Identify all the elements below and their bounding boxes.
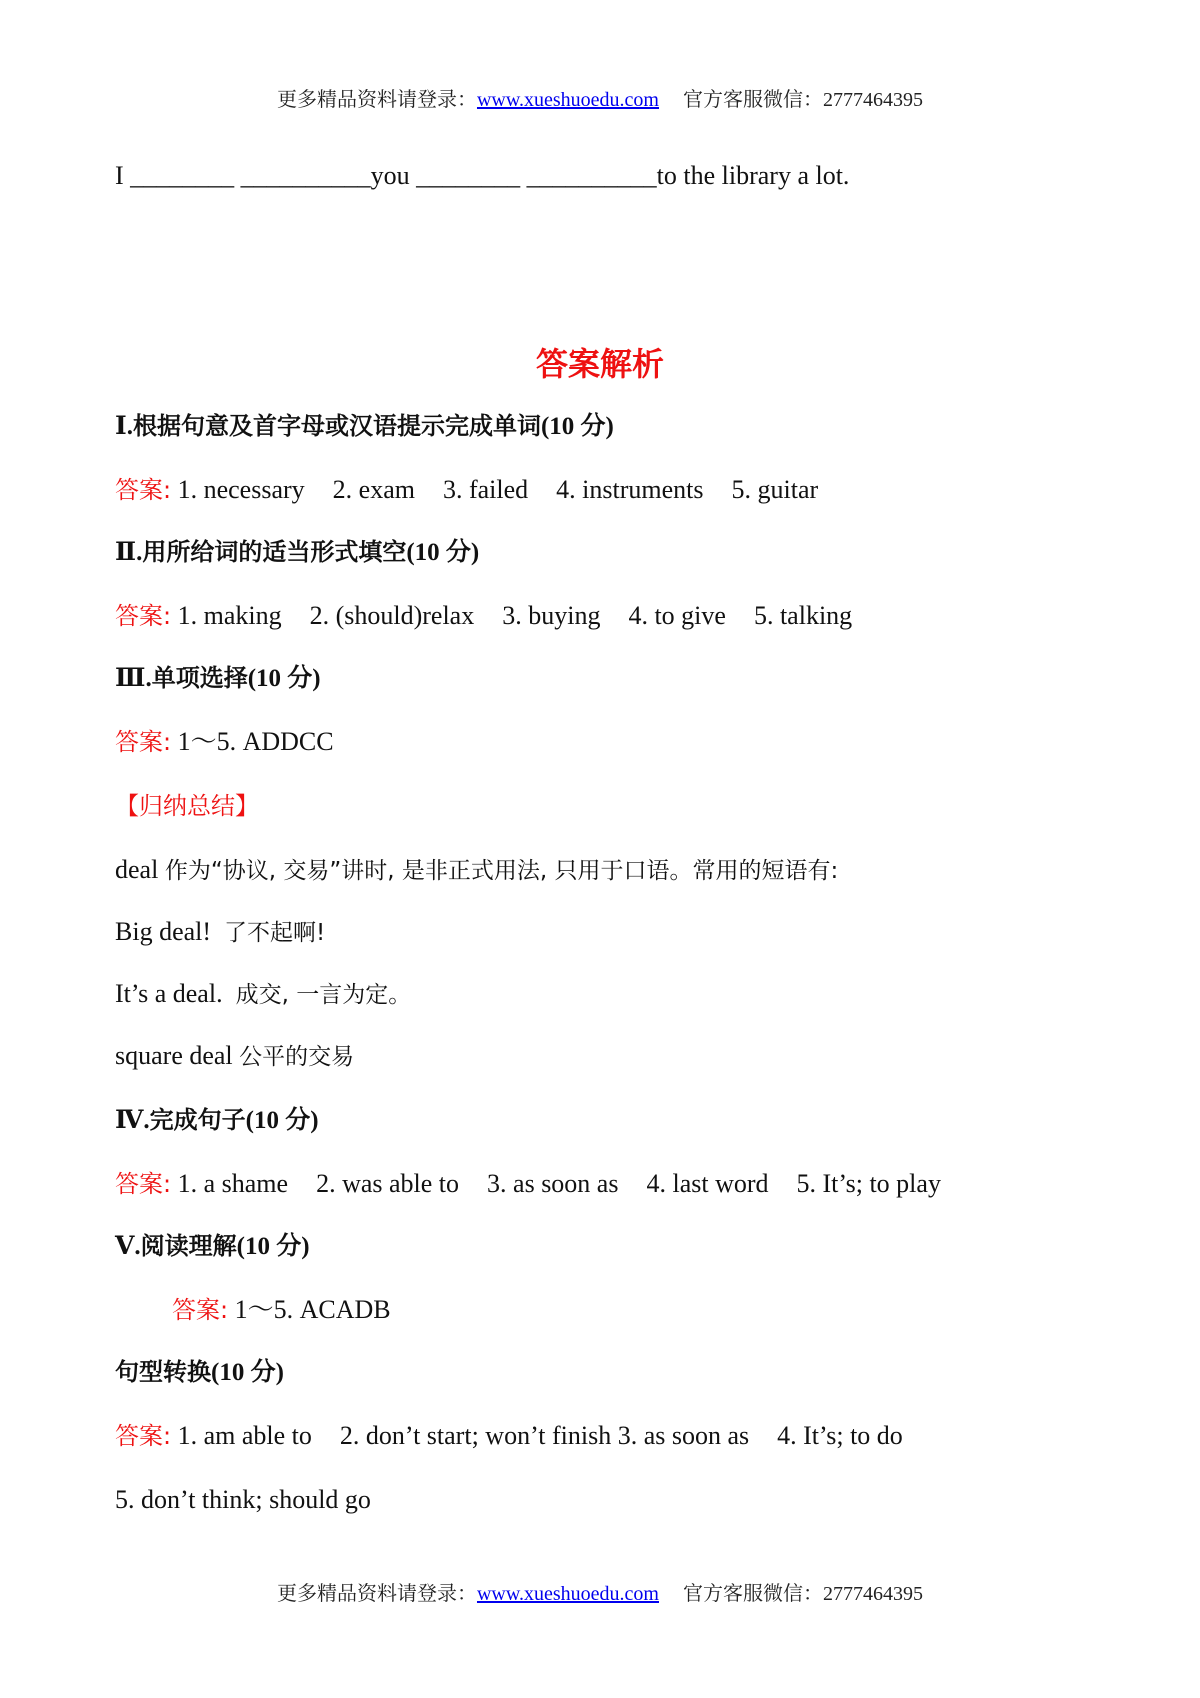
summary-phrase <box>115 1040 354 1073</box>
phrase-en: square deal <box>115 1041 233 1070</box>
section-2-answers <box>115 600 852 632</box>
section-title: 句型转换 <box>115 1358 211 1386</box>
answer-item: 4. last word <box>646 1169 769 1198</box>
summary-phrase <box>115 916 325 949</box>
answer-item: 3. failed <box>442 475 529 504</box>
footer-service: 官方客服微信：2777464395 <box>683 1583 923 1605</box>
answer-label: 答案: <box>115 1422 172 1450</box>
answer-item: 2. don’t start; won’t finish 3. as soon as <box>339 1421 750 1450</box>
answer-label: 答案: <box>115 728 172 756</box>
section-3-heading <box>115 662 321 695</box>
answer-item: 2. (should)relax <box>309 601 475 630</box>
section-4-heading <box>115 1104 319 1137</box>
section-score: (10 分) <box>540 413 614 440</box>
section-score: (10 分) <box>247 665 321 692</box>
answer-label: 答案: <box>115 602 172 630</box>
summary-intro <box>115 854 838 887</box>
footer-link[interactable]: www.xueshuoedu.com <box>476 1583 659 1605</box>
section-title: 完成句子 <box>149 1106 246 1134</box>
answer-label: 答案: <box>115 476 172 504</box>
summary-label: 【归纳总结】 <box>115 792 259 820</box>
section-6-answers <box>115 1420 903 1452</box>
phrase-en: Big deal! <box>115 917 212 946</box>
section-numeral: Ⅱ. <box>115 539 143 566</box>
answer-item: 2. was able to <box>316 1169 460 1198</box>
answer-item: 4. instruments <box>556 475 704 504</box>
section-6-answers-continued <box>115 1484 371 1516</box>
header-link[interactable]: www.xueshuoedu.com <box>476 89 659 111</box>
section-2-heading <box>115 536 479 569</box>
section-title: 用所给词的适当形式填空 <box>142 538 407 566</box>
section-6-heading <box>115 1356 284 1389</box>
page-footer <box>0 1582 1200 1606</box>
answer-item: 2. exam <box>332 475 415 504</box>
page-header <box>0 88 1200 112</box>
section-3-answers <box>115 726 334 758</box>
section-score: (10 分) <box>245 1107 319 1134</box>
section-numeral: Ⅳ. <box>115 1107 150 1134</box>
exercise-line: I ________ __________you ________ __________to the library a lot. <box>115 161 850 190</box>
answer-item: 4. It’s; to do <box>777 1421 903 1450</box>
section-4-answers <box>115 1168 941 1200</box>
answer-label: 答案: <box>115 1170 172 1198</box>
answer-item: 5. don’t think; should go <box>115 1485 371 1514</box>
section-numeral: Ⅴ. <box>115 1233 141 1260</box>
answer-item: 3. buying <box>502 601 601 630</box>
answer-label: 答案: <box>172 1296 229 1324</box>
section-numeral: Ⅰ. <box>115 413 133 440</box>
summary-term: deal <box>115 855 159 884</box>
phrase-zh: 成交, 一言为定。 <box>235 982 412 1008</box>
answer-item: 5. talking <box>753 601 853 630</box>
answer-item: 5. It’s; to play <box>796 1169 941 1198</box>
section-title: 单项选择 <box>151 664 248 692</box>
section-title: 根据句意及首字母或汉语提示完成单词 <box>132 412 541 440</box>
summary-phrase <box>115 978 411 1011</box>
summary-description: 作为“协议, 交易”讲时, 是非正式用法, 只用于口语。常用的短语有: <box>164 858 839 884</box>
phrase-zh: 了不起啊! <box>224 920 326 946</box>
answer-item: 1. am able to <box>177 1421 312 1450</box>
answer-item: 1～5. ADDCC <box>177 727 334 756</box>
section-1-heading <box>115 410 614 443</box>
phrase-en: It’s a deal. <box>115 979 223 1008</box>
answer-item: 3. as soon as <box>487 1169 619 1198</box>
section-1-answers <box>115 474 818 506</box>
answer-item: 1. making <box>177 601 282 630</box>
section-5-heading <box>115 1230 310 1263</box>
header-prefix: 更多精品资料请登录： <box>276 89 477 111</box>
section-numeral: Ⅲ. <box>115 665 152 692</box>
page-title: 答案解析 <box>535 345 664 383</box>
section-title: 阅读理解 <box>140 1232 237 1260</box>
answer-item: 5. guitar <box>731 475 819 504</box>
section-score: (10 分) <box>211 1359 284 1386</box>
section-score: (10 分) <box>406 539 480 566</box>
header-service: 官方客服微信：2777464395 <box>683 89 923 111</box>
footer-prefix: 更多精品资料请登录： <box>276 1583 477 1605</box>
section-score: (10 分) <box>236 1233 310 1260</box>
answer-item: 4. to give <box>628 601 726 630</box>
answer-item: 1～5. ACADB <box>234 1295 391 1324</box>
answer-item: 1. necessary <box>177 475 305 504</box>
section-5-answers <box>172 1294 391 1326</box>
answer-item: 1. a shame <box>177 1169 289 1198</box>
phrase-zh: 公平的交易 <box>239 1044 355 1070</box>
